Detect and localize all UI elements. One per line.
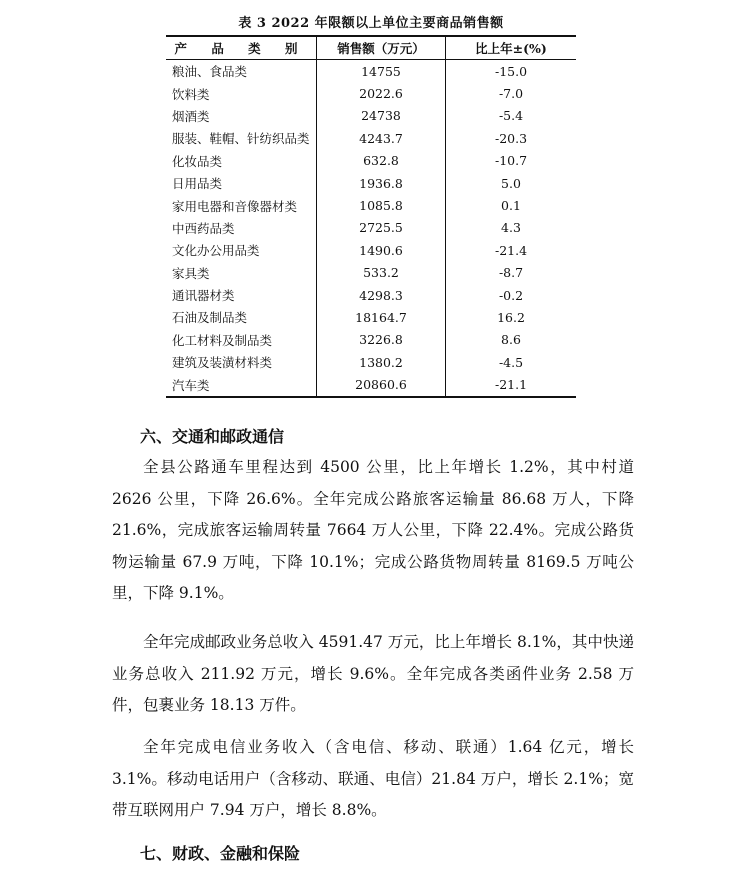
table-body (166, 60, 576, 397)
table-row (166, 60, 576, 83)
sales-cell: 1936.8 (317, 172, 446, 194)
category-cell: 中西药品类 (166, 217, 317, 239)
sales-cell: 20860.6 (317, 373, 446, 396)
table-row (166, 329, 576, 351)
change-cell: -7.0 (498, 86, 524, 102)
section-heading-transport: 六、交通和邮政通信 (140, 427, 285, 446)
table-row (166, 351, 576, 373)
table-row (166, 239, 576, 261)
category-cell: 文化办公用品类 (166, 239, 317, 261)
change-cell: -15.0 (494, 63, 528, 79)
table-header-row (166, 36, 576, 60)
category-cell: 石油及制品类 (166, 306, 317, 328)
category-cell: 家具类 (166, 262, 317, 284)
change-cell: 8.6 (501, 332, 521, 348)
table-row (166, 82, 576, 104)
change-cell: -21.4 (494, 242, 528, 258)
table-row (166, 284, 576, 306)
table-row (166, 194, 576, 216)
sales-cell: 1085.8 (317, 194, 446, 216)
table-row (166, 105, 576, 127)
change-cell: -5.4 (498, 108, 524, 124)
category-cell: 粮油、食品类 (166, 60, 317, 83)
category-cell: 建筑及装潢材料类 (166, 351, 317, 373)
table-row (166, 172, 576, 194)
section-heading-finance: 七、财政、金融和保险 (140, 844, 301, 863)
category-cell: 家用电器和音像器材类 (166, 194, 317, 216)
sales-cell: 4243.7 (317, 127, 446, 149)
table-row (166, 306, 576, 328)
table-title: 表 3 2022 年限额以上单位主要商品销售额 (238, 16, 504, 31)
table-row (166, 262, 576, 284)
header-change: 比上年±(%) (446, 36, 577, 60)
sales-cell: 3226.8 (317, 329, 446, 351)
change-cell: 0.1 (501, 198, 521, 214)
change-cell: -10.7 (494, 153, 528, 169)
change-cell: 16.2 (497, 309, 525, 325)
header-sales: 销售额（万元） (317, 36, 446, 60)
category-cell: 化工材料及制品类 (166, 329, 317, 351)
category-cell: 通讯器材类 (166, 284, 317, 306)
table-row (166, 150, 576, 172)
table-row (166, 127, 576, 149)
sales-cell: 533.2 (317, 262, 446, 284)
category-cell: 烟酒类 (166, 105, 317, 127)
category-cell: 饮料类 (166, 82, 317, 104)
paragraph-telecom: 全年完成电信业务收入（含电信、移动、联通）1.64 亿元，增长 3.1%。移动电话用户（含移动、联通、电信）21.84 万户，增长 2.1%；宽带互联网用户 7.94 万户，增长 8.8%。 (112, 738, 634, 819)
change-cell: 5.0 (501, 175, 521, 191)
sales-cell: 2725.5 (317, 217, 446, 239)
sales-cell: 14755 (317, 60, 446, 83)
change-cell: 4.3 (501, 220, 521, 236)
table-row (166, 217, 576, 239)
sales-cell: 632.8 (317, 150, 446, 172)
change-cell: -21.1 (494, 377, 528, 393)
sales-table (166, 35, 576, 398)
change-cell: -0.2 (498, 287, 524, 303)
category-cell: 日用品类 (166, 172, 317, 194)
header-category: 产 品 类 别 (166, 36, 317, 60)
sales-cell: 18164.7 (317, 306, 446, 328)
change-cell: -20.3 (494, 130, 528, 146)
sales-cell: 1490.6 (317, 239, 446, 261)
category-cell: 服装、鞋帽、针纺织品类 (166, 127, 317, 149)
paragraph-highway: 全县公路通车里程达到 4500 公里，比上年增长 1.2%，其中村道 2626 公里，下降 26.6%。全年完成公路旅客运输量 86.68 万人，下降 21.6%，完成旅客运输周转量 7664 万人公里，下降 22.4%。完成公路货物运输量 67.9 万吨，下降 10.1%；完成公路货物周转量 8169.5 万吨公里，下降 9.1%。 (112, 458, 634, 602)
category-cell: 化妆品类 (166, 150, 317, 172)
change-cell: -8.7 (498, 265, 524, 281)
category-cell: 汽车类 (166, 373, 317, 396)
sales-cell: 1380.2 (317, 351, 446, 373)
sales-cell: 24738 (317, 105, 446, 127)
paragraph-postal: 全年完成邮政业务总收入 4591.47 万元，比上年增长 8.1%，其中快递业务总收入 211.92 万元，增长 9.6%。全年完成各类函件业务 2.58 万件，包裹业务 18.13 万件。 (112, 633, 634, 714)
change-cell: -4.5 (498, 354, 524, 370)
sales-cell: 2022.6 (317, 82, 446, 104)
table-row (166, 373, 576, 396)
sales-cell: 4298.3 (317, 284, 446, 306)
